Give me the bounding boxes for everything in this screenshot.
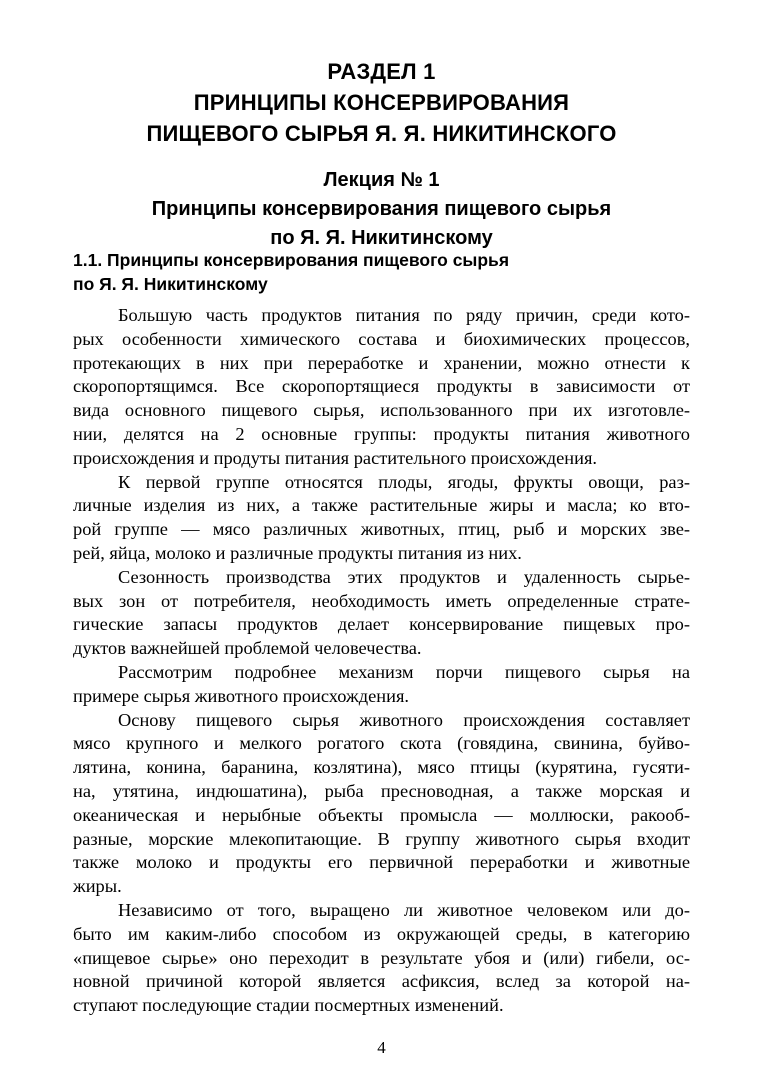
body-text: [73, 304, 690, 1018]
text-line: «пищевое сырье» оно переходит в результате убоя и (или) гибели, ос-: [73, 947, 690, 968]
section-title: [0, 56, 763, 149]
paragraph: [73, 709, 690, 899]
text-line: ступают последующие стадии посмертных изменений.: [73, 995, 504, 1016]
section-title-line: ПИЩЕВОГО СЫРЬЯ Я. Я. НИКИТИНСКОГО: [146, 121, 617, 146]
paragraph: [73, 304, 690, 471]
text-line: Рассмотрим подробнее механизм порчи пищевого сырья на: [118, 661, 690, 682]
text-line: нии, делятся на 2 основные группы: продукты питания животного: [73, 423, 690, 444]
paragraph: [73, 566, 690, 661]
text-line: на, утятина, индюшатина), рыба пресноводная, а также морская и: [73, 780, 690, 801]
text-line: примере сырья животного происхождения.: [73, 685, 409, 706]
text-line: гические запасы продуктов делает консервирование пищевых про-: [73, 614, 690, 635]
text-line: дуктов важнейшей проблемой человечества.: [73, 638, 422, 659]
text-line: жиры.: [73, 876, 122, 897]
text-line: рых особенности химического состава и биохимических процессов,: [73, 328, 690, 349]
text-line: мясо крупного и мелкого рогатого скота (говядина, свинина, буйво-: [73, 733, 690, 754]
lecture-title-line: Принципы консервирования пищевого сырья: [151, 198, 612, 220]
subsection-title: [73, 248, 693, 296]
text-line: новной причиной которой является асфиксия, вслед за которой на-: [73, 971, 690, 992]
text-line: вида основного пищевого сырья, использованного при их изготовле-: [73, 400, 690, 421]
text-line: личные изделия из них, а также растительные жиры и масла; ко вто-: [73, 495, 690, 516]
text-line: Сезонность производства этих продуктов и удаленность сырье-: [118, 566, 690, 587]
text-line: рей, яйца, молоко и различные продукты питания из них.: [73, 542, 522, 563]
text-line: К первой группе относятся плоды, ягоды, фрукты овощи, раз-: [118, 471, 690, 492]
text-line: Независимо от того, выращено ли животное человеком или до-: [118, 899, 690, 920]
text-line: разные, морские млекопитающие. В группу животного сырья входит: [73, 828, 690, 849]
section-title-line: ПРИНЦИПЫ КОНСЕРВИРОВАНИЯ: [193, 90, 570, 115]
paragraph: [73, 661, 690, 709]
text-line: быто им каким-либо способом из окружающей среды, в категорию: [73, 923, 690, 944]
text-line: Большую часть продуктов питания по ряду причин, среди кото-: [118, 305, 690, 325]
section-title-line: РАЗДЕЛ 1: [327, 59, 436, 84]
page-number: 4: [377, 1038, 386, 1057]
text-line: происхождения и продуты питания растительного происхождения.: [73, 447, 597, 468]
text-line: лятина, конина, баранина, козлятина), мясо птицы (курятина, гусяти-: [73, 757, 690, 778]
lecture-title-line: Лекция № 1: [323, 169, 440, 191]
text-line: вых зон от потребителя, необходимость иметь определенные страте-: [73, 590, 690, 611]
lecture-title-line: по Я. Я. Никитинскому: [270, 227, 493, 249]
text-line: протекающих в них при переработке и хранении, можно отнести к: [73, 352, 690, 373]
text-line: также молоко и продукты его первичной переработки и животные: [73, 852, 690, 873]
text-line: Основу пищевого сырья животного происхождения составляет: [118, 709, 690, 730]
text-line: рой группе — мясо различных животных, птиц, рыб и морских зве-: [73, 519, 690, 540]
paragraph: [73, 471, 690, 566]
subsection-title-line: 1.1. Принципы консервирования пищевого сырья: [73, 250, 510, 270]
subsection-title-line: по Я. Я. Никитинскому: [73, 274, 268, 294]
text-line: океаническая и нерыбные объекты промысла — моллюски, ракооб-: [73, 804, 690, 825]
lecture-title: [0, 166, 763, 253]
text-line: скоропортящимся. Все скоропортящиеся продукты в зависимости от: [73, 376, 690, 397]
paragraph: [73, 899, 690, 1018]
